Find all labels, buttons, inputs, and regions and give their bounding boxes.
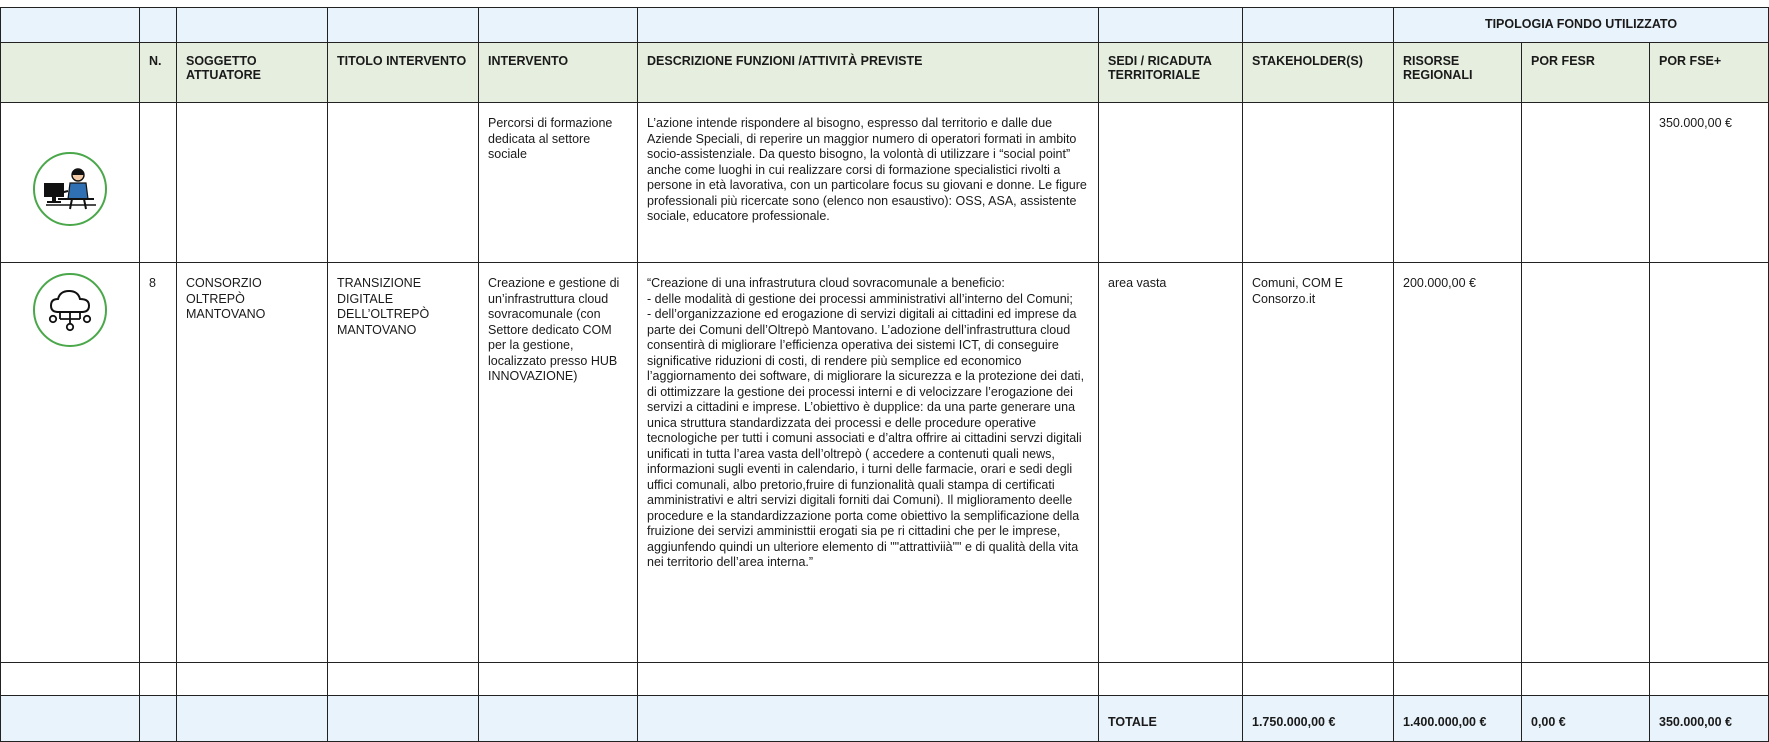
total-risorse: 1.400.000,00 € — [1394, 696, 1522, 742]
empty-cell — [1, 8, 140, 43]
cell-descrizione: “Creazione di una infrastrutura cloud sovracomunale a beneficio: - delle modalità di gestione dei processi amministrativi all’interno del Comuni; - dell’organizzazione ed erogazione di servizi digitali ai cittadini ed imprese da parte dei Comuni dell’Oltrepò Mantovano. L’adozione dell’infrastruttura cloud consentirà di migliorare l’efficienza operativa dei sistemi ICT, di conseguire significative riduzioni di costi, di rendere più semplice ed economico l’aggiornamento dei software, di migliorare la sicurezza e la protezione dei dati, di ottimizzare la gestione dei processi interni e di velocizzare l’erogazione dei servizi a cittadini e imprese. L’obiettivo è dupplice: da una parte generare una unica struttura standardizzata dei processi e delle procedure operative tecnologiche per tutti i comuni associati e d’altra offrire ai cittadini servzi digitali unificati in tutta l’area vasta dell’oltrepò ( accedere a contenuti quali news, informazioni sugli eventi in calendario, i turni delle farmacie, orari e sedi degli uffici comunali, albo pretorio,fruire di funzionalità quali stampa di certificati amministrativi e altri servizi digitali forniti dai Comuni). Il miglioramento deelle procedure e la standardizzazione porta come obiettivo la semplificazione della fruizione dei servizi amministtii erogati sia pe ri cittadini che per le imprese, aggiunfendo quindi un ulteriore elemento di ""attrattiviià"" e di qualità della vita nei territorio dell’area interna.” — [638, 263, 1099, 663]
table-row — [1, 103, 1769, 263]
empty-cell — [638, 8, 1099, 43]
empty-cell — [1243, 663, 1394, 696]
empty-cell — [177, 696, 328, 742]
empty-cell — [1243, 8, 1394, 43]
cell-por-fse: 350.000,00 € — [1650, 103, 1769, 263]
cell-por-fesr — [1522, 103, 1650, 263]
empty-cell — [140, 663, 177, 696]
group-header-row — [1, 8, 1769, 43]
cell-soggetto — [177, 103, 328, 263]
empty-cell — [1099, 8, 1243, 43]
cell-por-fesr — [1522, 263, 1650, 663]
cell-titolo — [328, 103, 479, 263]
col-header-soggetto: SOGGETTO ATTUATORE — [177, 43, 328, 103]
empty-cell — [140, 8, 177, 43]
empty-cell — [1650, 663, 1769, 696]
empty-cell — [1099, 663, 1243, 696]
icon-column-header — [1, 43, 140, 103]
row-icon-cell — [1, 263, 140, 663]
column-header-row — [1, 43, 1769, 103]
col-header-por-fesr: POR FESR — [1522, 43, 1650, 103]
totals-label: TOTALE — [1099, 696, 1243, 742]
row-icon-cell — [1, 103, 140, 263]
empty-cell — [1, 663, 140, 696]
table-row — [1, 263, 1769, 663]
cell-sedi: area vasta — [1099, 263, 1243, 663]
cell-titolo: TRANSIZIONE DIGITALE DELL’OLTREPÒ MANTOVANO — [328, 263, 479, 663]
cell-descrizione: L’azione intende rispondere al bisogno, espresso dal territorio e dalle due Aziende Speciali, di reperire un maggior numero di operatori formati in ambito socio-assistenziale. Da questo bisogno, la volontà di utilizzare i “social point” anche come luoghi in cui realizzare corsi di formazione specialistici rivolti a persone in età lavorativa, con un particolare focus su giovani e donne. Le figure professionali più ricercate sono (elenco non esaustivo): OSS, ASA, assistente sociale, educatore professionale. — [638, 103, 1099, 263]
cell-sedi — [1099, 103, 1243, 263]
fund-type-group-header: TIPOLOGIA FONDO UTILIZZATO — [1394, 8, 1769, 43]
empty-cell — [638, 663, 1099, 696]
empty-cell — [1522, 663, 1650, 696]
empty-cell — [479, 696, 638, 742]
col-header-risorse: RISORSE REGIONALI — [1394, 43, 1522, 103]
empty-cell — [177, 8, 328, 43]
cell-por-fse — [1650, 263, 1769, 663]
total-por-fesr: 0,00 € — [1522, 696, 1650, 742]
empty-cell — [328, 8, 479, 43]
cell-intervento: Creazione e gestione di un’infrastruttura cloud sovracomunale (con Settore dedicato COM per la gestione, localizzato presso HUB INNOVAZIONE) — [479, 263, 638, 663]
empty-cell — [479, 663, 638, 696]
col-header-descrizione: DESCRIZIONE FUNZIONI /ATTIVITÀ PREVISTE — [638, 43, 1099, 103]
empty-cell — [328, 696, 479, 742]
col-header-por-fse: POR FSE+ — [1650, 43, 1769, 103]
computer-training-icon — [33, 152, 107, 226]
cell-stakeholder: Comuni, COM E Consorzo.it — [1243, 263, 1394, 663]
col-header-titolo: TITOLO INTERVENTO — [328, 43, 479, 103]
col-header-intervento: INTERVENTO — [479, 43, 638, 103]
total-stakeholder: 1.750.000,00 € — [1243, 696, 1394, 742]
cloud-network-icon — [33, 273, 107, 347]
cell-risorse — [1394, 103, 1522, 263]
cell-soggetto: CONSORZIO OLTREPÒ MANTOVANO — [177, 263, 328, 663]
col-header-sedi: SEDI / RICADUTA TERRITORIALE — [1099, 43, 1243, 103]
funding-table — [0, 7, 1769, 742]
empty-cell — [140, 696, 177, 742]
col-header-n: N. — [140, 43, 177, 103]
empty-cell — [1394, 663, 1522, 696]
empty-cell — [1, 696, 140, 742]
col-header-stakeholder: STAKEHOLDER(S) — [1243, 43, 1394, 103]
cell-n — [140, 103, 177, 263]
cell-intervento: Percorsi di formazione dedicata al settore sociale — [479, 103, 638, 263]
empty-cell — [638, 696, 1099, 742]
cell-stakeholder — [1243, 103, 1394, 263]
empty-row — [1, 663, 1769, 696]
total-por-fse: 350.000,00 € — [1650, 696, 1769, 742]
empty-cell — [328, 663, 479, 696]
empty-cell — [177, 663, 328, 696]
cell-n: 8 — [140, 263, 177, 663]
empty-cell — [479, 8, 638, 43]
totals-row — [1, 696, 1769, 742]
cell-risorse: 200.000,00 € — [1394, 263, 1522, 663]
